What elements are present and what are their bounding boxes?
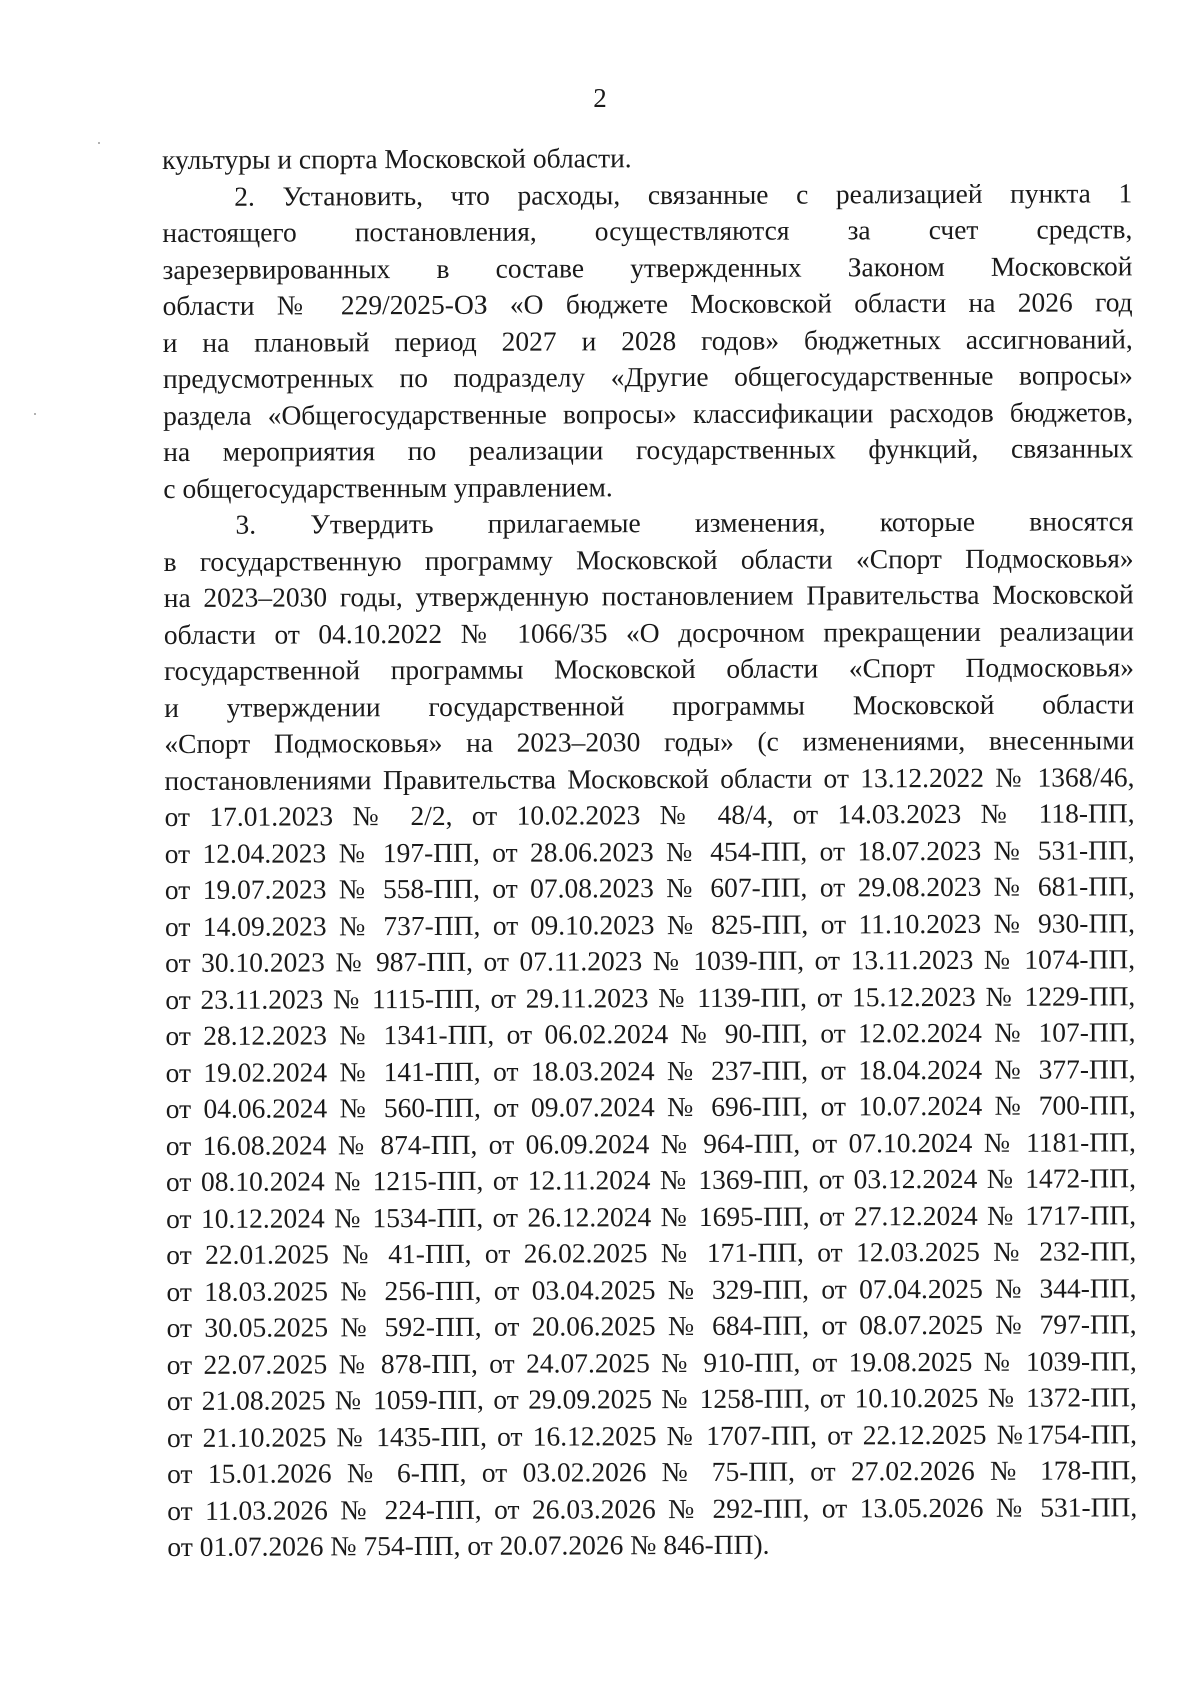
text-line: от 01.07.2026 № 754-ПП, от 20.07.2026 № 846-ПП).: [167, 1528, 770, 1562]
scan-speck: [98, 142, 100, 144]
text-line: от 19.07.2023 № 558-ПП, от 07.08.2023 № 607-ПП, от 29.08.2023 № 681-ПП,: [164, 870, 1135, 905]
scan-speck: [34, 413, 36, 415]
text-line: от 08.10.2024 № 1215-ПП, от 12.11.2024 № 1369-ПП, от 03.12.2024 № 1472-ПП,: [165, 1162, 1137, 1197]
text-line: от 23.11.2023 № 1115-ПП, от 29.11.2023 № 1139-ПП, от 15.12.2023 № 1229-ПП,: [165, 979, 1136, 1015]
text-line: от 14.09.2023 № 737-ПП, от 09.10.2023 № 825-ПП, от 11.10.2023 № 930-ПП,: [164, 906, 1136, 942]
text-line: от 12.04.2023 № 197-ПП, от 28.06.2023 № 454-ПП, от 18.07.2023 № 531-ПП,: [164, 833, 1135, 869]
text-line: предусмотренных по подразделу «Другие общегосударственные вопросы»: [162, 359, 1133, 394]
document-body: [162, 138, 1137, 1565]
text-line: от 21.08.2025 № 1059-ПП, от 29.09.2025 № 1258-ПП, от 10.10.2025 № 1372-ПП,: [166, 1381, 1137, 1416]
text-line: от 19.02.2024 № 141-ПП, от 18.03.2024 № 237-ПП, от 18.04.2024 № 377-ПП,: [165, 1052, 1136, 1088]
text-line: культуры и спорта Московской области.: [162, 142, 632, 175]
text-line: и на плановый период 2027 и 2028 годов» бюджетных ассигнований,: [162, 322, 1133, 358]
text-line: настоящего постановления, осуществляются за счет средств,: [162, 213, 1133, 248]
text-line: 2. Установить, что расходы, связанные с реализацией пункта 1: [234, 176, 1133, 212]
page-number: 2: [593, 83, 607, 113]
text-line: государственной программы Московской области «Спорт Подмосковья»: [163, 651, 1135, 686]
text-line: от 04.06.2024 № 560-ПП, от 09.07.2024 № 696-ПП, от 10.07.2024 № 700-ПП,: [165, 1089, 1136, 1124]
text-line: от 17.01.2023 № 2/2, от 10.02.2023 № 48/4, от 14.03.2023 № 118-ПП,: [164, 797, 1135, 832]
text-line: от 22.01.2025 № 41-ПП, от 26.02.2025 № 171-ПП, от 12.03.2025 № 232-ПП,: [166, 1235, 1137, 1270]
text-line: от 30.10.2023 № 987-ПП, от 07.11.2023 № 1039-ПП, от 13.11.2023 № 1074-ПП,: [165, 943, 1136, 978]
text-line: раздела «Общегосударственные вопросы» классификации расходов бюджетов,: [162, 395, 1134, 431]
text-line: постановлениями Правительства Московской области от 13.12.2022 № 1368/46,: [164, 760, 1135, 796]
text-line: от 11.03.2026 № 224-ПП, от 26.03.2026 № 292-ПП, от 13.05.2026 № 531-ПП,: [167, 1490, 1138, 1526]
text-line: от 16.08.2024 № 874-ПП, от 06.09.2024 № 964-ПП, от 07.10.2024 № 1181-ПП,: [165, 1125, 1136, 1161]
text-line: на 2023–2030 годы, утвержденную постановлением Правительства Московской: [163, 578, 1134, 613]
text-line: на мероприятия по реализации государственных функций, связанных: [163, 432, 1134, 467]
text-line: от 28.12.2023 № 1341-ПП, от 06.02.2024 № 90-ПП, от 12.02.2024 № 107-ПП,: [165, 1016, 1136, 1051]
text-line: области от 04.10.2022 № 1066/35 «О досрочном прекращении реализации: [163, 614, 1134, 650]
text-line: области № 229/2025-ОЗ «О бюджете Московской области на 2026 год: [162, 286, 1133, 321]
text-line: и утверждении государственной программы Московской области: [164, 687, 1135, 723]
text-line: от 10.12.2024 № 1534-ПП, от 26.12.2024 № 1695-ПП, от 27.12.2024 № 1717-ПП,: [166, 1198, 1137, 1234]
text-line: 3. Утвердить прилагаемые изменения, которые вносятся: [235, 505, 1134, 540]
text-line: от 15.01.2026 № 6-ПП, от 03.02.2026 № 75-ПП, от 27.02.2026 № 178-ПП,: [167, 1454, 1138, 1489]
text-line: в государственную программу Московской области «Спорт Подмосковья»: [163, 541, 1134, 577]
text-line: от 22.07.2025 № 878-ПП, от 24.07.2025 № 910-ПП, от 19.08.2025 № 1039-ПП,: [166, 1344, 1137, 1380]
text-line: с общегосударственным управлением.: [163, 470, 613, 504]
text-line: от 30.05.2025 № 592-ПП, от 20.06.2025 № 684-ПП, от 08.07.2025 № 797-ПП,: [166, 1308, 1137, 1343]
text-line: зарезервированных в составе утвержденных Законом Московской: [162, 249, 1133, 285]
text-line: от 21.10.2025 № 1435-ПП, от 16.12.2025 № 1707-ПП, от 22.12.2025 №1754-ПП,: [166, 1417, 1138, 1453]
text-line: от 18.03.2025 № 256-ПП, от 03.04.2025 № 329-ПП, от 07.04.2025 № 344-ПП,: [166, 1271, 1137, 1307]
text-line: «Спорт Подмосковья» на 2023–2030 годы» (с изменениями, внесенными: [164, 724, 1135, 759]
